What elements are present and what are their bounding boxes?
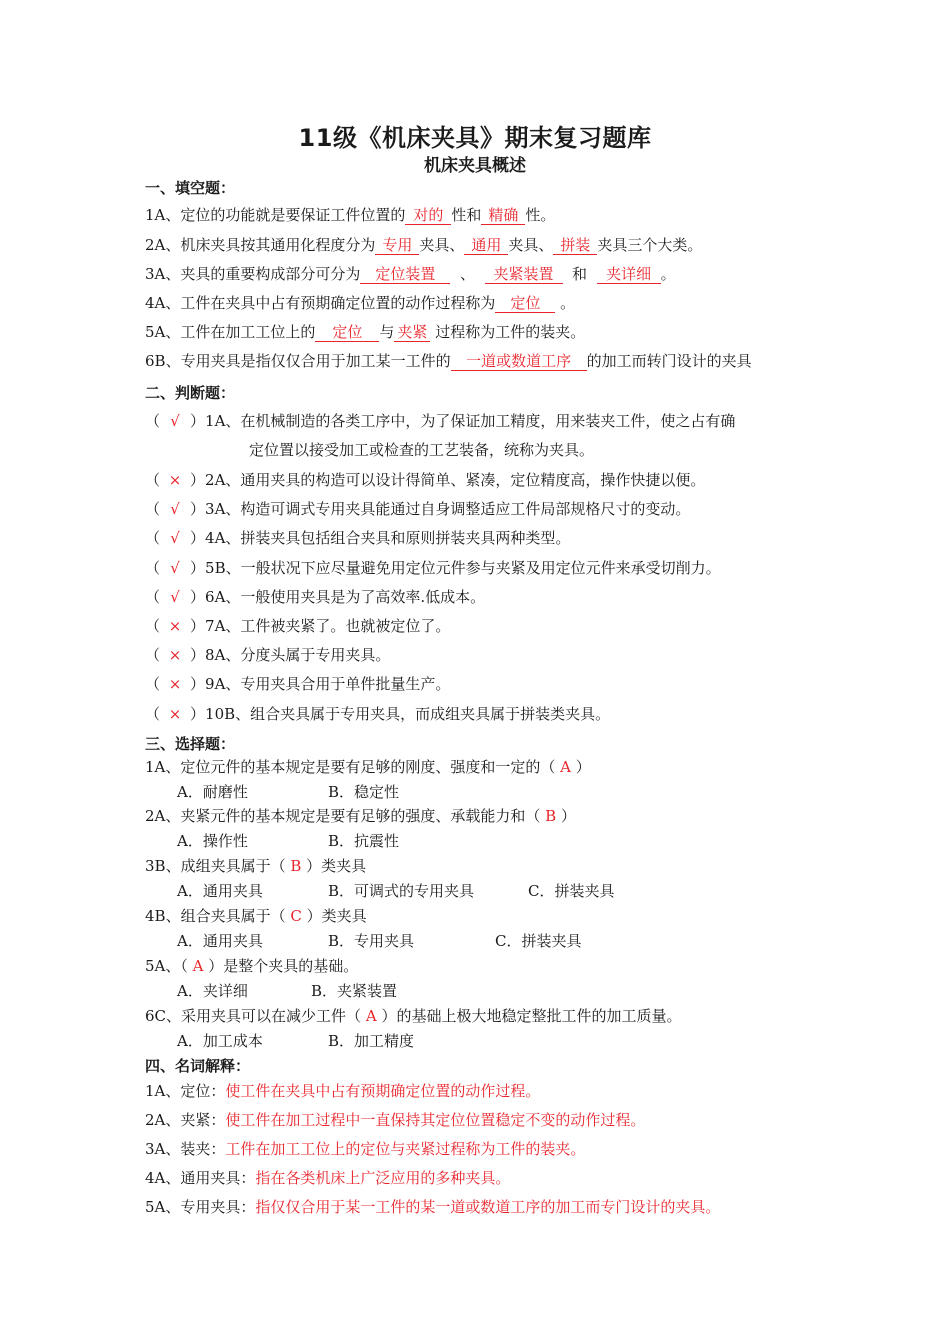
choice-q3: 3B、成组夹具属于（ B ）类夹具	[145, 857, 367, 875]
fill-answer: 对的	[405, 206, 451, 225]
terms-heading: 四、名词解释：	[145, 1057, 251, 1075]
choice-q2: 2A、夹紧元件的基本规定是要有足够的强度、承载能力和（ B ）	[145, 807, 576, 825]
fill-answer: 定位	[315, 323, 379, 342]
fill-answer: 夹紧	[394, 323, 430, 342]
choice-q1: 1A、定位元件的基本规定是要有足够的刚度、强度和一定的（ A ）	[145, 758, 591, 776]
judge-item: （ × ）7A、工件被夹紧了。也就被定位了。	[145, 617, 451, 635]
term-item	[145, 1196, 720, 1218]
term-name: 2A、夹紧：	[145, 1111, 226, 1129]
fill-answer: 夹紧装置	[485, 265, 563, 284]
choice-option: A．通用夹具	[177, 882, 263, 900]
choice-option: A．通用夹具	[177, 932, 263, 950]
choice-q4: 4B、组合夹具属于（ C ）类夹具	[145, 907, 367, 925]
choice-option: A．操作性	[177, 832, 248, 850]
fill-answer: 定位	[495, 294, 555, 313]
choice-answer: C	[290, 907, 302, 925]
choice-q6: 6C、采用夹具可以在减少工件（ A ）的基础上极大地稳定整批工件的加工质量。	[145, 1007, 682, 1025]
page-title: 11级《机床夹具》期末复习题库	[298, 124, 652, 152]
choice-option: B．专用夹具	[328, 932, 415, 950]
choice-option: B．加工精度	[328, 1032, 415, 1050]
judge-mark: √	[170, 588, 180, 606]
choice-option: B．稳定性	[328, 783, 400, 801]
choice-option: A．夹详细	[177, 982, 248, 1000]
choice-answer: B	[290, 857, 302, 875]
term-definition: 使工件在加工过程中一直保持其定位位置稳定不变的动作过程。	[225, 1111, 646, 1129]
judge-mark: ×	[168, 471, 182, 489]
fill-answer: 夹详细	[597, 265, 661, 284]
fill-heading: 一、填空题：	[145, 179, 236, 197]
judge-item: （ × ）8A、分度头属于专用夹具。	[145, 646, 391, 664]
fill-answer: 专用	[375, 236, 419, 255]
term-name: 3A、装夹：	[145, 1140, 226, 1158]
term-name: 1A、定位：	[145, 1082, 226, 1100]
fill-q3: 3A、夹具的重要构成部分可分为 定位装置 、 夹紧装置 和 夹详细 。	[145, 265, 676, 283]
page-subtitle: 机床夹具概述	[424, 156, 526, 176]
fill-answer: 拼装	[553, 236, 597, 255]
choice-option: B．可调式的专用夹具	[328, 882, 475, 900]
choice-option: B．夹紧装置	[311, 982, 398, 1000]
judge-item: （ √ ）1A、在机械制造的各类工序中，为了保证加工精度，用来装夹工件，使之占有确	[145, 412, 736, 430]
judge-item: （ √ ）3A、构造可调式专用夹具能通过自身调整适应工件局部规格尺寸的变动。	[145, 500, 691, 518]
judge-mark: √	[170, 559, 180, 577]
choice-answer: B	[545, 807, 557, 825]
term-item	[145, 1109, 645, 1131]
term-definition: 工件在加工工位上的定位与夹紧过程称为工件的装夹。	[225, 1140, 586, 1158]
fill-answer: 一道或数道工序	[451, 352, 587, 371]
judge-heading: 二、判断题：	[145, 384, 236, 402]
judge-item: （ × ）9A、专用夹具合用于单件批量生产。	[145, 675, 451, 693]
fill-q5: 5A、工件在加工工位上的 定位 与 夹紧 过程称为工件的装夹。	[145, 323, 586, 341]
choice-option: A．加工成本	[177, 1032, 263, 1050]
fill-q6: 6B、专用夹具是指仅仅合用于加工某一工件的 一道或数道工序 的加工而转门设计的夹具	[145, 352, 752, 370]
term-item	[145, 1167, 510, 1189]
judge-mark: ×	[168, 646, 182, 664]
choice-answer: A	[192, 957, 204, 975]
judge-mark: ×	[168, 617, 182, 635]
judge-item: （ × ）10B、组合夹具属于专用夹具，而成组夹具属于拼装类夹具。	[145, 705, 611, 723]
judge-item-cont: 定位置以接受加工或检查的工艺装备，统称为夹具。	[249, 441, 595, 459]
choice-heading: 三、选择题：	[145, 735, 236, 753]
judge-mark: ×	[168, 675, 182, 693]
fill-answer: 通用	[464, 236, 508, 255]
judge-item: （ √ ）6A、一般使用夹具是为了高效率.低成本。	[145, 588, 486, 606]
judge-mark: √	[170, 412, 180, 430]
judge-mark: ×	[168, 705, 182, 723]
choice-option: A．耐磨性	[177, 783, 248, 801]
judge-item: （ √ ）5B、一般状况下应尽量避免用定位元件参与夹紧及用定位元件来承受切削力。	[145, 559, 721, 577]
fill-answer: 定位装置	[360, 265, 450, 284]
fill-q2: 2A、机床夹具按其通用化程度分为 专用 夹具、 通用 夹具、 拼装 夹具三个大类。	[145, 236, 703, 254]
choice-answer: A	[365, 1007, 377, 1025]
choice-option: C．拼装夹具	[528, 882, 615, 900]
term-definition: 指在各类机床上广泛应用的多种夹具。	[255, 1169, 511, 1187]
term-definition: 指仅仅合用于某一工件的某一道或数道工序的加工而专门设计的夹具。	[255, 1198, 721, 1216]
choice-answer: A	[560, 758, 572, 776]
choice-option: B．抗震性	[328, 832, 400, 850]
term-item	[145, 1080, 540, 1102]
term-item	[145, 1138, 585, 1160]
judge-mark: √	[170, 529, 180, 547]
fill-answer: 精确	[481, 206, 525, 225]
term-name: 5A、专用夹具：	[145, 1198, 256, 1216]
fill-q1: 1A、定位的功能就是要保证工件位置的 对的 性和 精确 性。	[145, 206, 556, 224]
judge-mark: √	[170, 500, 180, 518]
judge-item: （ √ ）4A、拼装夹具包括组合夹具和原则拼装夹具两种类型。	[145, 529, 571, 547]
fill-q4: 4A、工件在夹具中占有预期确定位置的动作过程称为 定位 。	[145, 294, 576, 312]
term-definition: 使工件在夹具中占有预期确定位置的动作过程。	[225, 1082, 541, 1100]
term-name: 4A、通用夹具：	[145, 1169, 256, 1187]
choice-q5: 5A、（ A ）是整个夹具的基础。	[145, 957, 359, 975]
judge-item: （ × ）2A、通用夹具的构造可以设计得简单、紧凑，定位精度高，操作快捷以便。	[145, 471, 706, 489]
choice-option: C．拼装夹具	[495, 932, 582, 950]
